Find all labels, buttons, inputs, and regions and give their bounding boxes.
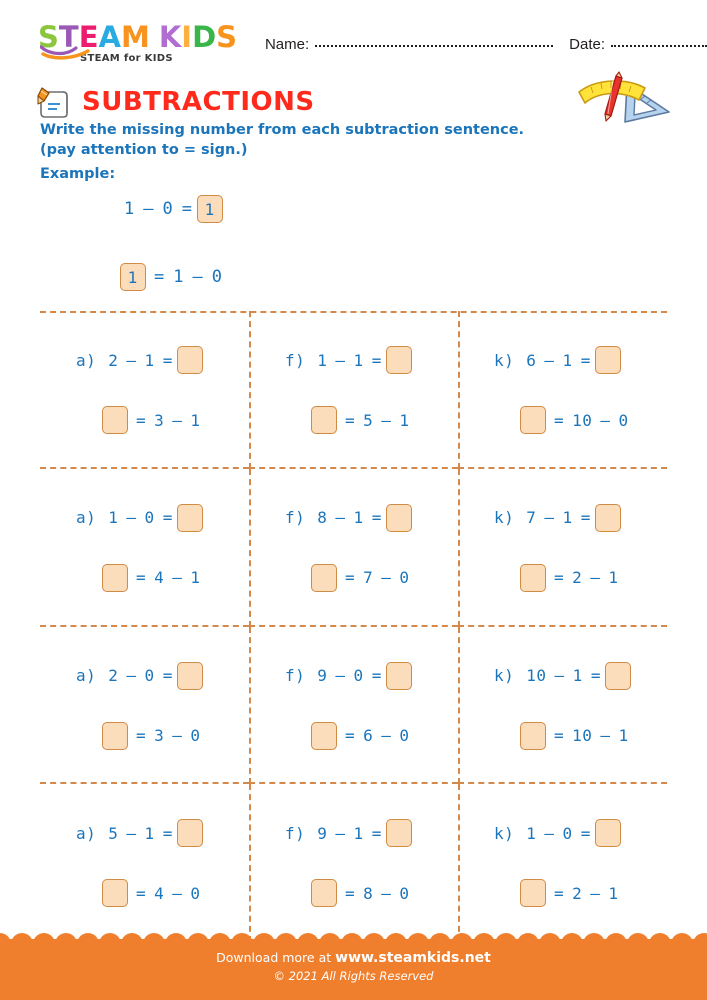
minus-icon: – xyxy=(544,823,555,843)
operand-b: 1 xyxy=(353,350,364,370)
problem-bottom xyxy=(102,879,205,907)
operand-b: 1 xyxy=(353,508,364,528)
equals-icon: = xyxy=(181,199,193,219)
equals-icon: = xyxy=(162,350,173,370)
problem-bottom xyxy=(102,564,205,592)
answer-box[interactable] xyxy=(102,406,128,434)
equals-icon: = xyxy=(554,883,565,903)
equals-icon: = xyxy=(162,666,173,685)
problem-top xyxy=(494,819,621,847)
equals-icon: = xyxy=(136,883,147,903)
problem-bottom xyxy=(520,406,633,434)
operand-b: 0 xyxy=(190,726,201,745)
logo-letter-i: I xyxy=(181,20,193,54)
steam-kids-logo xyxy=(38,22,247,64)
operand-a: 10 xyxy=(526,666,547,685)
problem-label: a) xyxy=(76,666,97,685)
answer-box[interactable] xyxy=(520,564,546,592)
problem-top xyxy=(76,662,203,690)
operand-b: 0 xyxy=(562,823,573,843)
problem-label: k) xyxy=(494,823,515,843)
example-equation-1 xyxy=(120,192,707,226)
date-label: Date: xyxy=(569,36,605,53)
problem-bottom xyxy=(520,564,623,592)
problem-bottom xyxy=(520,722,633,750)
instructions xyxy=(40,120,524,160)
problem-top xyxy=(494,504,621,532)
ruler-pencil-triangle-icon xyxy=(559,70,679,132)
example-2-answer-box: 1 xyxy=(120,263,146,291)
equals-icon: = xyxy=(162,508,173,528)
answer-box[interactable] xyxy=(311,564,337,592)
answer-box[interactable] xyxy=(102,564,128,592)
equals-icon: = xyxy=(580,823,591,843)
answer-box[interactable] xyxy=(520,406,546,434)
operand-b: 1 xyxy=(608,883,619,903)
example-1-operand-b: 0 xyxy=(162,199,174,219)
problem-top xyxy=(494,662,631,690)
operand-b: 0 xyxy=(399,726,410,745)
operand-b: 1 xyxy=(399,410,410,430)
logo-swoosh-icon xyxy=(40,44,92,60)
problem-top xyxy=(76,504,203,532)
answer-box[interactable] xyxy=(311,722,337,750)
answer-box[interactable] xyxy=(595,504,621,532)
problem-label: a) xyxy=(76,823,97,843)
equals-icon: = xyxy=(371,823,382,843)
minus-icon: – xyxy=(335,823,346,843)
minus-icon: – xyxy=(381,726,392,745)
equals-icon: = xyxy=(345,410,356,430)
problem-cell xyxy=(249,311,458,469)
problem-top xyxy=(285,504,412,532)
example-1-answer-box: 1 xyxy=(197,195,223,223)
operand-b: 0 xyxy=(618,410,629,430)
equals-icon: = xyxy=(554,568,565,588)
minus-icon: – xyxy=(554,666,565,685)
minus-icon: – xyxy=(143,199,155,219)
logo-letter-e: E xyxy=(78,20,99,54)
problem-bottom xyxy=(520,879,623,907)
answer-box[interactable] xyxy=(311,879,337,907)
problem-cell xyxy=(249,627,458,785)
minus-icon: – xyxy=(126,508,137,528)
minus-icon: – xyxy=(172,410,183,430)
operand-a: 8 xyxy=(317,508,328,528)
minus-icon: – xyxy=(172,726,183,745)
operand-b: 0 xyxy=(399,568,410,588)
problem-cell xyxy=(40,311,249,469)
operand-a: 9 xyxy=(317,823,328,843)
equals-icon: = xyxy=(345,568,356,588)
equals-icon: = xyxy=(371,666,382,685)
page-footer xyxy=(0,943,707,1000)
minus-icon: – xyxy=(192,267,204,287)
logo-letter-s2: S xyxy=(216,20,238,54)
operand-b: 1 xyxy=(572,666,583,685)
page-title xyxy=(36,84,315,120)
footer-download-prefix: Download more at xyxy=(216,950,332,965)
problem-cell xyxy=(458,627,667,785)
operand-a: 7 xyxy=(363,568,374,588)
problem-cell xyxy=(458,311,667,469)
name-label: Name: xyxy=(264,36,310,53)
answer-box[interactable] xyxy=(605,662,631,690)
operand-b: 1 xyxy=(144,823,155,843)
minus-icon: – xyxy=(335,350,346,370)
minus-icon: – xyxy=(126,666,137,685)
equals-icon: = xyxy=(345,883,356,903)
problem-bottom xyxy=(311,722,414,750)
problem-top xyxy=(76,819,203,847)
minus-icon: – xyxy=(335,666,346,685)
logo-letter-a: A xyxy=(98,20,121,54)
operand-a: 1 xyxy=(108,508,119,528)
answer-box[interactable] xyxy=(595,346,621,374)
minus-icon: – xyxy=(590,883,601,903)
operand-a: 2 xyxy=(572,883,583,903)
example-1-operand-a: 1 xyxy=(124,199,136,219)
answer-box[interactable] xyxy=(177,662,203,690)
operand-a: 4 xyxy=(154,568,165,588)
equals-icon: = xyxy=(136,726,147,745)
problem-label: k) xyxy=(494,350,515,370)
minus-icon: – xyxy=(544,508,555,528)
problem-top xyxy=(494,346,621,374)
footer-copyright: © 2021 All Rights Reserved xyxy=(273,969,434,983)
logo-letter-s1: S xyxy=(38,20,59,54)
operand-b: 1 xyxy=(353,823,364,843)
operand-b: 1 xyxy=(562,508,573,528)
operand-a: 9 xyxy=(317,666,328,685)
minus-icon: – xyxy=(126,823,137,843)
problem-top xyxy=(76,346,203,374)
logo-tagline: STEAM for KIDS xyxy=(80,53,173,64)
operand-a: 6 xyxy=(526,350,537,370)
operand-a: 6 xyxy=(363,726,374,745)
instruction-line-1: Write the missing number from each subtraction sentence. xyxy=(40,122,525,138)
instruction-line-2: (pay attention to = sign.) xyxy=(40,142,248,158)
equals-icon: = xyxy=(345,726,356,745)
answer-box[interactable] xyxy=(520,879,546,907)
example-label: Example: xyxy=(40,166,116,182)
problem-label: k) xyxy=(494,508,515,528)
logo-letter-k: K xyxy=(158,20,182,54)
minus-icon: – xyxy=(600,726,611,745)
equals-icon: = xyxy=(162,823,173,843)
operand-a: 1 xyxy=(317,350,328,370)
minus-icon: – xyxy=(590,568,601,588)
operand-a: 8 xyxy=(363,883,374,903)
problem-label: f) xyxy=(285,823,306,843)
problem-bottom xyxy=(311,564,414,592)
operand-b: 1 xyxy=(562,350,573,370)
equals-icon: = xyxy=(136,568,147,588)
problem-label: f) xyxy=(285,666,306,685)
equals-icon: = xyxy=(580,350,591,370)
problem-cell xyxy=(40,784,249,942)
answer-box[interactable] xyxy=(177,819,203,847)
operand-b: 0 xyxy=(144,666,155,685)
answer-box[interactable] xyxy=(102,722,128,750)
minus-icon: – xyxy=(172,568,183,588)
problem-cell xyxy=(249,784,458,942)
example-area xyxy=(0,192,707,294)
answer-box[interactable] xyxy=(386,504,412,532)
equals-icon: = xyxy=(136,410,147,430)
minus-icon: – xyxy=(381,410,392,430)
operand-b: 0 xyxy=(399,883,410,903)
operand-a: 2 xyxy=(108,350,119,370)
problem-cell xyxy=(40,627,249,785)
answer-box[interactable] xyxy=(177,504,203,532)
operand-b: 0 xyxy=(144,508,155,528)
answer-box[interactable] xyxy=(595,819,621,847)
operand-a: 4 xyxy=(154,883,165,903)
problem-cell xyxy=(40,469,249,627)
operand-a: 3 xyxy=(154,726,165,745)
problem-label: a) xyxy=(76,508,97,528)
problem-label: a) xyxy=(76,350,97,370)
answer-box[interactable] xyxy=(102,879,128,907)
operand-b: 1 xyxy=(190,410,201,430)
problem-bottom xyxy=(311,406,414,434)
operand-b: 1 xyxy=(608,568,619,588)
footer-content xyxy=(0,943,707,983)
operand-a: 7 xyxy=(526,508,537,528)
equals-icon: = xyxy=(554,726,565,745)
operand-a: 10 xyxy=(572,726,593,745)
operand-b: 0 xyxy=(190,883,201,903)
problem-cell xyxy=(458,784,667,942)
operand-b: 1 xyxy=(190,568,201,588)
logo-letter-d: D xyxy=(192,20,217,54)
minus-icon: – xyxy=(600,410,611,430)
operand-b: 0 xyxy=(353,666,364,685)
problem-cell xyxy=(249,469,458,627)
problem-bottom xyxy=(102,406,205,434)
minus-icon: – xyxy=(335,508,346,528)
problem-top xyxy=(285,662,412,690)
problem-top xyxy=(285,819,412,847)
name-date-row xyxy=(265,36,707,53)
equals-icon: = xyxy=(554,410,565,430)
answer-box[interactable] xyxy=(311,406,337,434)
name-input-line[interactable] xyxy=(315,45,553,47)
logo-letter-m: M xyxy=(120,20,150,54)
minus-icon: – xyxy=(381,883,392,903)
footer-download-line xyxy=(0,950,707,966)
minus-icon: – xyxy=(172,883,183,903)
equals-icon: = xyxy=(154,267,166,287)
answer-box[interactable] xyxy=(177,346,203,374)
equals-icon: = xyxy=(371,350,382,370)
answer-box[interactable] xyxy=(386,346,412,374)
operand-a: 1 xyxy=(526,823,537,843)
problem-label: f) xyxy=(285,508,306,528)
problem-bottom xyxy=(102,722,205,750)
operand-a: 10 xyxy=(572,410,593,430)
equals-icon: = xyxy=(371,508,382,528)
operand-a: 3 xyxy=(154,410,165,430)
example-2-operand-b: 0 xyxy=(211,267,223,287)
problem-bottom xyxy=(311,879,414,907)
operand-a: 5 xyxy=(363,410,374,430)
page-title-text: SUBTRACTIONS xyxy=(82,87,315,117)
minus-icon: – xyxy=(126,350,137,370)
equals-icon: = xyxy=(590,666,601,685)
example-equation-2 xyxy=(120,260,707,294)
operand-b: 1 xyxy=(618,726,629,745)
scroll-pencil-icon xyxy=(36,84,74,120)
page-header xyxy=(0,22,707,82)
answer-box[interactable] xyxy=(386,662,412,690)
operand-a: 2 xyxy=(108,666,119,685)
equals-icon: = xyxy=(580,508,591,528)
answer-box[interactable] xyxy=(386,819,412,847)
problem-label: f) xyxy=(285,350,306,370)
problem-label: k) xyxy=(494,666,515,685)
date-input-line[interactable] xyxy=(611,45,707,47)
minus-icon: – xyxy=(381,568,392,588)
operand-a: 5 xyxy=(108,823,119,843)
logo-letter-t: T xyxy=(58,20,79,54)
operand-b: 1 xyxy=(144,350,155,370)
footer-site-link[interactable]: www.steamkids.net xyxy=(335,950,491,966)
answer-box[interactable] xyxy=(520,722,546,750)
problem-cell xyxy=(458,469,667,627)
problem-grid xyxy=(40,311,667,942)
example-2-operand-a: 1 xyxy=(173,267,185,287)
operand-a: 2 xyxy=(572,568,583,588)
problem-top xyxy=(285,346,412,374)
minus-icon: – xyxy=(544,350,555,370)
